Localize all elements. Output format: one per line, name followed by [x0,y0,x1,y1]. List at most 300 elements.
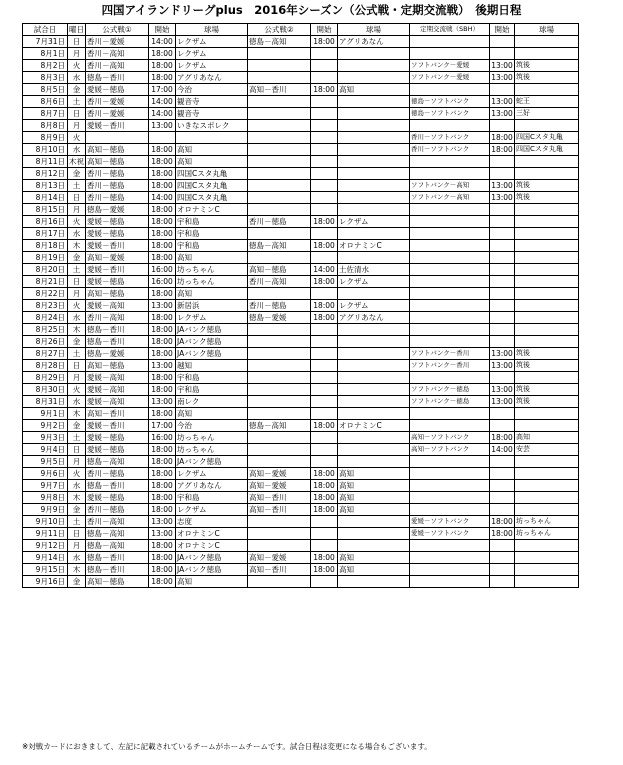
start1-cell: 14:00 [149,108,176,120]
venue1-cell: オロナミンC [176,204,248,216]
date-cell: 8月23日 [23,300,68,312]
start2-cell: 18:00 [311,300,338,312]
date-cell: 8月8日 [23,120,68,132]
start2-cell [311,444,338,456]
weekday-cell: 水 [68,144,86,156]
game1-cell: 愛媛－高知 [86,396,149,408]
game1-cell: 愛媛－香川 [86,420,149,432]
weekday-cell: 日 [68,276,86,288]
start2-cell [311,132,338,144]
game2-cell [248,324,311,336]
venue3-cell [515,288,579,300]
start3-cell: 13:00 [491,360,513,370]
table-row [23,48,579,60]
game2-cell [248,516,311,528]
table-row [23,552,579,564]
weekday-cell: 木祝 [69,156,84,166]
start1-cell: 18:00 [149,456,176,468]
game1-cell: 香川－愛媛 [86,36,149,48]
game2-cell [248,396,311,408]
table-row [23,108,579,120]
venue3-cell [515,48,579,60]
table-row [23,204,579,216]
start1-cell: 13:00 [149,396,176,408]
table-row [23,480,579,492]
game2-cell [248,144,311,156]
game1-cell: 愛媛－徳島 [86,84,149,96]
venue3-cell: 筑後 [515,192,579,204]
start1-cell: 18:00 [149,168,176,180]
start2-cell [311,528,338,540]
start3-cell [490,240,515,252]
start3-cell [490,168,515,180]
venue2-cell [338,444,410,456]
start3-cell: 18:00 [491,432,513,442]
table-body [23,36,579,588]
venue1-cell: 新居浜 [176,300,248,312]
weekday-cell: 金 [68,336,86,348]
table-row [23,156,579,168]
weekday-cell: 土 [68,180,86,192]
venue3-cell [515,36,579,48]
exchange-game-cell [410,228,490,240]
game1-cell: 香川－高知 [86,312,149,324]
game1-cell: 徳島－香川 [86,552,149,564]
date-cell: 8月10日 [23,144,68,156]
date-cell: 9月11日 [23,528,68,540]
exchange-game-cell [410,48,490,60]
header-venue1: 球場 [176,24,248,36]
venue2-cell [338,156,410,168]
table-row [23,228,579,240]
table-row [23,300,579,312]
exchange-game-cell [410,156,490,168]
game2-cell [248,528,311,540]
header-date: 試合日 [23,24,68,36]
exchange-game-cell: 徳島－ソフトバンク [410,108,490,120]
venue1-cell: オロナミンC [176,540,248,552]
start2-cell [311,156,338,168]
start2-cell [311,204,338,216]
start1-cell: 13:00 [149,516,176,528]
game1-cell: 徳島－香川 [86,336,149,348]
venue3-cell: 筑後 [515,360,579,372]
venue2-cell [338,576,410,588]
start3-cell: 13:00 [491,60,513,70]
venue3-cell [515,156,579,168]
start3-cell: 13:00 [491,96,513,106]
exchange-game-cell [410,276,490,288]
table-row [23,432,579,444]
venue3-cell [515,228,579,240]
venue1-cell: 宇和島 [176,492,248,504]
start1-cell: 17:00 [149,84,176,96]
exchange-game-cell [410,540,490,552]
game1-cell: 愛媛－徳島 [86,216,149,228]
venue2-cell [338,456,410,468]
header-game2: 公式戦② [248,24,311,36]
table-row [23,348,579,360]
venue1-cell: 坊っちゃん [176,276,248,288]
start1-cell: 18:00 [149,468,176,480]
date-cell: 8月21日 [23,276,68,288]
weekday-cell: 月 [68,48,86,60]
venue2-cell [338,72,410,84]
start1-cell: 18:00 [149,372,176,384]
game1-cell: 香川－高知 [86,48,149,60]
venue3-cell [515,492,579,504]
start1-cell: 18:00 [149,576,176,588]
table-row [23,420,579,432]
venue3-cell [515,216,579,228]
exchange-game-cell: 高知－ソフトバンク [410,444,490,456]
start1-cell: 18:00 [149,408,176,420]
start3-cell: 13:00 [491,384,513,394]
exchange-game-cell [410,492,490,504]
venue3-cell [515,372,579,384]
start1-cell: 18:00 [149,48,176,60]
game2-cell [248,96,311,108]
game2-cell: 高知－香川 [248,564,311,576]
start2-cell: 18:00 [311,216,338,228]
weekday-cell: 火 [68,132,86,144]
venue1-cell: 今治 [176,84,248,96]
venue1-cell: 宇和島 [176,384,248,396]
game2-cell: 徳島－愛媛 [248,312,311,324]
date-cell: 9月4日 [23,444,68,456]
venue3-cell [515,204,579,216]
venue2-cell: レクザム [338,300,410,312]
exchange-game-cell: ソフトバンク－香川 [410,360,490,372]
start1-cell: 18:00 [149,60,176,72]
venue1-cell: 志度 [176,516,248,528]
start1-cell: 13:00 [149,360,176,372]
table-header [23,24,579,36]
start1-cell: 18:00 [149,504,176,516]
exchange-game-cell [410,264,490,276]
date-cell: 8月28日 [23,360,68,372]
venue2-cell [338,252,410,264]
venue3-cell [515,84,579,96]
venue2-cell [338,192,410,204]
exchange-game-cell [410,324,490,336]
start1-cell: 13:00 [149,300,176,312]
start3-cell [490,84,515,96]
venue1-cell: JAバンク徳島 [176,456,248,468]
venue3-cell [515,540,579,552]
game1-cell: 愛媛－香川 [86,120,149,132]
weekday-cell: 土 [68,264,86,276]
game2-cell: 徳島－高知 [248,420,311,432]
header-start2: 開始 [311,24,338,36]
venue2-cell [338,384,410,396]
game1-cell: 高知－徳島 [86,360,149,372]
exchange-game-cell [410,168,490,180]
venue3-cell [515,168,579,180]
venue3-cell [515,468,579,480]
start3-cell [490,492,515,504]
venue3-cell: 筑後 [515,396,579,408]
start1-cell: 16:00 [149,264,176,276]
exchange-game-cell: ソフトバンク－高知 [410,180,490,192]
start3-cell: 18:00 [491,528,513,538]
start1-cell: 14:00 [149,96,176,108]
start3-cell [490,372,515,384]
table-row [23,72,579,84]
game2-cell [248,228,311,240]
start2-cell [311,168,338,180]
start1-cell: 18:00 [149,564,176,576]
weekday-cell: 火 [68,216,86,228]
venue1-cell: 宇和島 [176,228,248,240]
venue1-cell: レクザム [176,48,248,60]
start3-cell: 13:00 [491,180,513,190]
exchange-game-cell [410,252,490,264]
venue2-cell [338,336,410,348]
start3-cell [490,36,515,48]
start1-cell: 18:00 [149,216,176,228]
date-cell: 9月12日 [23,540,68,552]
game2-cell [248,48,311,60]
date-cell: 9月16日 [23,576,68,588]
start2-cell [311,192,338,204]
venue2-cell [338,288,410,300]
start3-cell [490,540,515,552]
exchange-game-cell: ソフトバンク－徳島 [410,396,490,408]
start3-cell: 13:00 [491,108,513,118]
game2-cell: 高知－徳島 [248,264,311,276]
date-cell: 8月16日 [23,216,68,228]
game2-cell [248,252,311,264]
game1-cell: 徳島－香川 [86,564,149,576]
game2-cell [248,540,311,552]
venue1-cell: JAバンク徳島 [176,348,248,360]
venue3-cell: 筑後 [515,60,579,72]
date-cell: 8月22日 [23,288,68,300]
start1-cell: 18:00 [149,348,176,360]
game2-cell: 高知－香川 [248,504,311,516]
weekday-cell: 木 [68,240,86,252]
venue1-cell: 坊っちゃん [176,444,248,456]
start2-cell: 18:00 [311,36,338,48]
start1-cell [149,132,176,144]
game1-cell: 高知－徳島 [86,576,149,588]
venue3-cell: 坊っちゃん [515,516,579,528]
game2-cell: 徳島－高知 [248,36,311,48]
date-cell: 9月5日 [23,456,68,468]
start2-cell [311,540,338,552]
start2-cell: 18:00 [311,564,338,576]
start2-cell [311,516,338,528]
start1-cell: 18:00 [149,252,176,264]
game1-cell: 高知－愛媛 [86,252,149,264]
game1-cell: 徳島－高知 [86,540,149,552]
exchange-game-cell [410,504,490,516]
date-cell: 8月18日 [23,240,68,252]
exchange-game-cell [410,204,490,216]
venue2-cell [338,180,410,192]
venue2-cell: 高知 [338,492,410,504]
game2-cell: 香川－高知 [248,276,311,288]
venue3-cell [515,324,579,336]
start3-cell [490,420,515,432]
start2-cell [311,252,338,264]
game1-cell: 愛媛－高知 [86,384,149,396]
table-row [23,264,579,276]
date-cell: 8月29日 [23,372,68,384]
game2-cell [248,336,311,348]
venue2-cell: 高知 [338,504,410,516]
start3-cell [490,288,515,300]
game2-cell [248,288,311,300]
start1-cell: 18:00 [149,324,176,336]
game1-cell: 愛媛－徳島 [86,444,149,456]
venue3-cell [515,264,579,276]
weekday-cell: 水 [68,72,86,84]
venue3-cell: 蛇王 [515,96,579,108]
start2-cell [311,96,338,108]
header-row [23,24,579,36]
game1-cell [86,132,149,144]
start3-cell: 13:00 [491,72,513,82]
start2-cell [311,180,338,192]
game2-cell: 香川－徳島 [248,216,311,228]
start1-cell: 14:00 [149,192,176,204]
table-row [23,240,579,252]
date-cell: 9月10日 [23,516,68,528]
venue2-cell [338,60,410,72]
start2-cell: 18:00 [311,480,338,492]
weekday-cell: 水 [68,480,86,492]
header-exchange: 定期交流戦（SBH） [410,24,490,36]
date-cell: 8月2日 [23,60,68,72]
game2-cell: 香川－徳島 [248,300,311,312]
table-row [23,288,579,300]
venue3-cell: 四国Cスタ丸亀 [515,132,579,144]
venue2-cell: オロナミンC [338,240,410,252]
weekday-cell: 土 [68,96,86,108]
start1-cell: 18:00 [149,492,176,504]
table-row [23,36,579,48]
start1-cell: 18:00 [149,144,176,156]
table-row [23,384,579,396]
date-cell: 8月13日 [23,180,68,192]
venue1-cell: JAバンク徳島 [176,564,248,576]
start1-cell: 16:00 [149,276,176,288]
date-cell: 9月14日 [23,552,68,564]
game2-cell [248,408,311,420]
weekday-cell: 月 [68,288,86,300]
game1-cell: 愛媛－香川 [86,264,149,276]
weekday-cell: 日 [68,108,86,120]
weekday-cell: 日 [68,192,86,204]
venue1-cell: アグリあなん [176,72,248,84]
venue2-cell: レクザム [338,216,410,228]
game2-cell [248,348,311,360]
exchange-game-cell [410,372,490,384]
exchange-game-cell [410,480,490,492]
start1-cell: 18:00 [149,204,176,216]
game1-cell: 高知－徳島 [86,156,149,168]
date-cell: 9月9日 [23,504,68,516]
venue3-cell: 高知 [515,432,579,444]
header-start3: 開始 [490,24,515,36]
table-row [23,192,579,204]
table-row [23,408,579,420]
weekday-cell: 木 [68,324,86,336]
venue3-cell [515,312,579,324]
table-row [23,312,579,324]
table-row [23,492,579,504]
venue1-cell: レクザム [176,36,248,48]
start2-cell: 18:00 [311,504,338,516]
game2-cell [248,576,311,588]
exchange-game-cell: 愛媛－ソフトバンク [410,516,490,528]
date-cell: 8月30日 [23,384,68,396]
table-row [23,132,579,144]
venue2-cell [338,540,410,552]
start1-cell: 18:00 [149,312,176,324]
table-row [23,120,579,132]
start2-cell [311,408,338,420]
weekday-cell: 月 [68,456,86,468]
date-cell: 8月9日 [23,132,68,144]
game1-cell: 香川－高知 [86,60,149,72]
venue1-cell: 高知 [176,576,248,588]
exchange-game-cell: ソフトバンク－徳島 [410,384,490,396]
table-row [23,444,579,456]
exchange-game-cell: ソフトバンク－高知 [410,192,490,204]
weekday-cell: 日 [68,360,86,372]
game1-cell: 香川－愛媛 [86,96,149,108]
venue1-cell: 四国Cスタ丸亀 [176,180,248,192]
start2-cell [311,432,338,444]
start3-cell: 14:00 [491,444,513,454]
start3-cell [490,408,515,420]
venue3-cell [515,252,579,264]
exchange-game-cell [410,552,490,564]
venue2-cell [338,516,410,528]
game1-cell: 香川－徳島 [86,504,149,516]
venue2-cell [338,144,410,156]
date-cell: 9月2日 [23,420,68,432]
start3-cell [490,456,515,468]
venue1-cell: 坊っちゃん [176,264,248,276]
start1-cell: 16:00 [149,432,176,444]
exchange-game-cell [410,564,490,576]
start3-cell [490,48,515,60]
venue1-cell: レクザム [176,504,248,516]
venue3-cell [515,480,579,492]
game1-cell: 愛媛－香川 [86,240,149,252]
start1-cell: 18:00 [149,180,176,192]
venue3-cell [515,300,579,312]
start3-cell [490,336,515,348]
start2-cell [311,48,338,60]
start3-cell [490,300,515,312]
venue1-cell: 宇和島 [176,216,248,228]
game1-cell: 徳島－香川 [86,72,149,84]
game1-cell: 愛媛－高知 [86,372,149,384]
date-cell: 8月27日 [23,348,68,360]
header-venue2: 球場 [338,24,410,36]
game1-cell: 香川－徳島 [86,468,149,480]
venue2-cell [338,132,410,144]
start1-cell: 14:00 [149,36,176,48]
table-row [23,276,579,288]
table-row [23,216,579,228]
venue1-cell: いきなスポレク [176,120,248,132]
